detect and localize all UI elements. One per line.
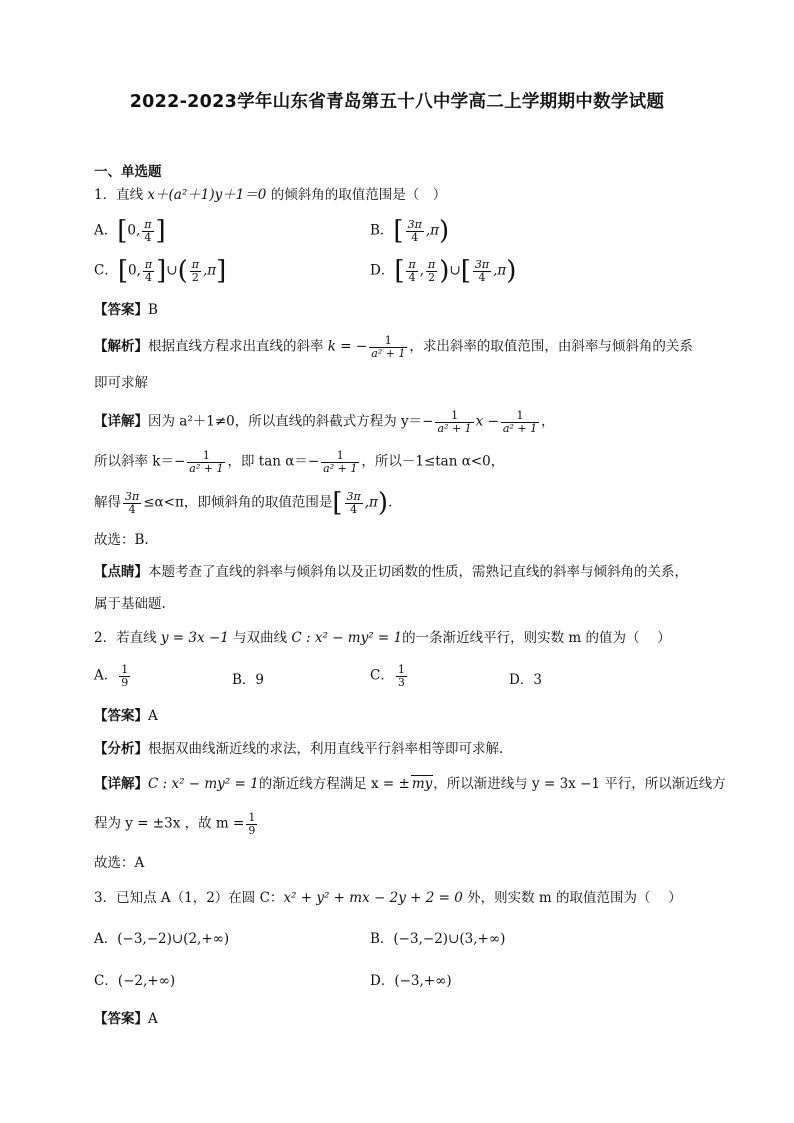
q2-option-b: B．9 (232, 672, 265, 688)
q2-analysis: 【分析】根据双曲线渐近线的求法，利用直线平行斜率相等即可求解. (94, 741, 504, 757)
fraction: $\frac{1}{\text{a² + 1}}$ (189, 449, 224, 475)
q3-option-d: D．(−3,+∞) (370, 973, 452, 989)
fraction: $\frac{1}{\text{a² + 1}}$ (502, 409, 538, 435)
q1-detail: 【详解】因为 a²＋1≠0，所以直线的斜截式方程为 y＝− $\frac{1}{\text{a² + 1}}$ x − $\frac{1}{\text{a² + 1}}$ ， (94, 409, 555, 435)
q3-answer: 【答案】A (94, 1011, 158, 1027)
q2-option-d: D．3 (509, 672, 542, 688)
q1-option-b: B．[ $\frac{3\pi}{4}$ ,π) (370, 216, 450, 246)
q1-choose: 故选：B. (94, 532, 149, 548)
page-title: 2022-2023学年山东省青岛第五十八中学高二上学期期中数学试题 (129, 92, 665, 112)
q3-stem: 3．已知点 A（1，2）在圆 C：x² + y² + mx − 2y + 2 = 0 外，则实数 m 的取值范围为（ ） (94, 890, 682, 906)
fraction: $\frac{\pi}{4}$ (144, 257, 153, 284)
fraction: $\frac{\pi}{4}$ (144, 217, 152, 244)
fraction: $\frac{3\pi}{4}$ (407, 217, 422, 244)
q1-option-d: D．[ $\frac{\pi}{4}$ , $\frac{\pi}{2}$ )∪[ $\frac{3\pi}{4}$ ,π) (370, 256, 517, 286)
q1-comment-cont: 属于基础题. (94, 596, 166, 612)
fraction: $\frac{\pi}{2}$ (428, 257, 436, 284)
q2-choose: 故选：A (94, 855, 145, 871)
q2-option-a: A． $\frac{1}{9}$ (94, 663, 129, 689)
fraction: $\frac{3\pi}{4}$ (346, 489, 361, 516)
fraction: $\frac{3\pi}{4}$ (474, 257, 490, 284)
fraction: $\frac{1}{9}$ (248, 811, 256, 837)
q3-option-c: C．(−2,+∞) (94, 973, 176, 989)
section-heading: 一、单选题 (94, 164, 162, 180)
q1-detail-slope: 所以斜率 k＝− $\frac{1}{\text{a² + 1}}$ ，即 tan α＝− $\frac{1}{\text{a² + 1}}$ ，所以－1≤tan α<0， (94, 449, 505, 475)
q1-analysis-cont: 即可求解 (94, 375, 148, 391)
fraction: $\frac{1}{3}$ (397, 663, 405, 689)
q1-option-c: C．[0, $\frac{\pi}{4}$ ]∪( $\frac{\pi}{2}$ ,π] (94, 256, 227, 286)
q1-analysis: 【解析】根据直线方程求出直线的斜率 k = − $\frac{1}{\text{a² + 1}}$ ，求出斜率的取值范围，由斜率与倾斜角的关系 (94, 334, 693, 360)
q2-stem: 2．若直线 y = 3x −1 与双曲线 C : x² − my² = 1的一条渐近线平行，则实数 m 的值为（ ） (94, 630, 671, 646)
fraction: $\frac{1}{\text{a² + 1}}$ (323, 449, 358, 475)
q1-comment: 【点睛】本题考查了直线的斜率与倾斜角以及正切函数的性质，需熟记直线的斜率与倾斜角的关系， (94, 564, 688, 580)
fraction: $\frac{\pi}{2}$ (191, 257, 199, 284)
q3-option-b: B．(−3,−2)∪(3,+∞) (370, 931, 506, 947)
q1-answer: 【答案】B (94, 302, 158, 318)
q2-answer: 【答案】A (94, 708, 158, 724)
q2-detail: 【详解】C : x² − my² = 1的渐近线方程满足 x = ± my，所以渐进线与 y = 3x −1 平行，所以渐近线方 (94, 776, 726, 792)
q2-option-c: C． $\frac{1}{3}$ (370, 663, 405, 689)
fraction: $\frac{3\pi}{4}$ (125, 489, 140, 516)
q1-detail-range: 解得 $\frac{3\pi}{4}$ ≤α<π，即倾斜角的取值范围是[ $\frac{3\pi}{4}$ ,π). (94, 488, 393, 518)
fraction: $\frac{1}{\text{a² + 1}}$ (371, 334, 406, 360)
q1-stem: 1．直线 x＋(a²＋1)y＋1＝0 的倾斜角的取值范围是（ ） (94, 187, 447, 203)
q3-option-a: A．(−3,−2)∪(2,+∞) (94, 931, 230, 947)
q2-detail-cont: 程为 y = ±3x ，故 m = $\frac{1}{9}$ (94, 811, 256, 837)
fraction: $\frac{\pi}{4}$ (408, 257, 416, 284)
fraction: $\frac{1}{9}$ (121, 663, 129, 689)
q1-option-a: A．[0, $\frac{\pi}{4}$ ] (94, 216, 166, 246)
fraction: $\frac{1}{\text{a² + 1}}$ (437, 409, 472, 435)
